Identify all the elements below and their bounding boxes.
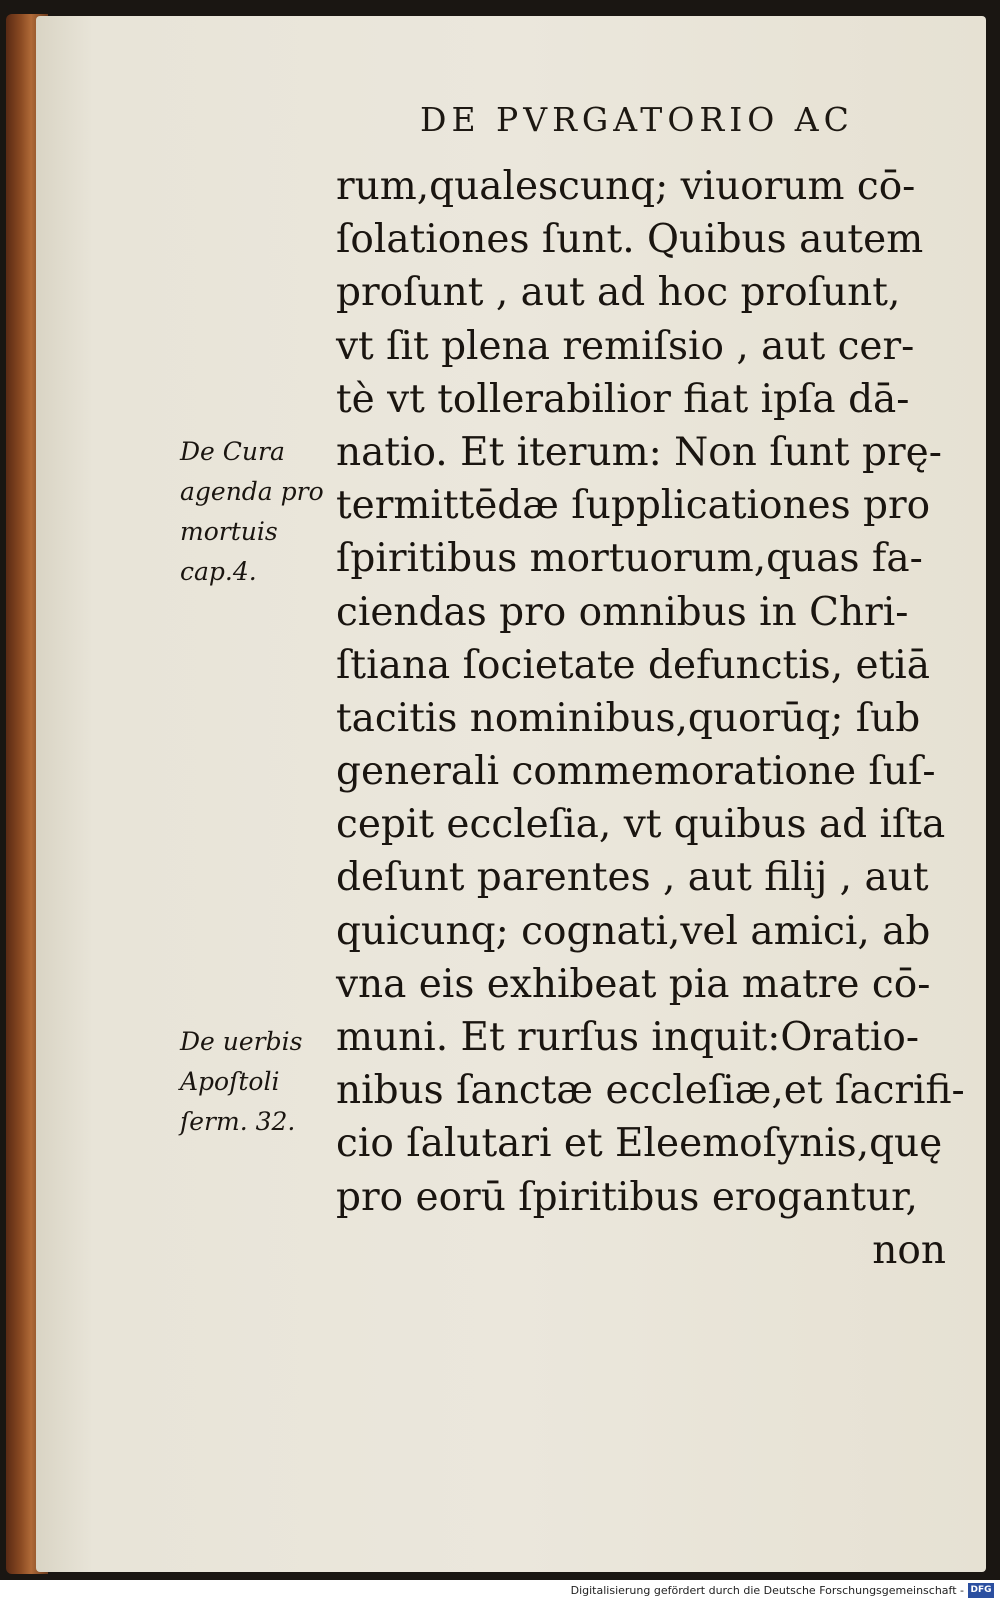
text-line: ciendas pro omnibus in Chri-	[336, 589, 909, 635]
text-line: rum,qualescunq; viuorum cō-	[336, 164, 916, 209]
margin-note-line: Apoſtoli	[180, 1067, 280, 1096]
dfg-logo: DFG	[968, 1583, 994, 1598]
margin-note-line: agenda pro	[180, 477, 324, 506]
text-line: ſpiritibus mortuorum,quas fa-	[336, 536, 923, 582]
margin-note-line: cap.4.	[180, 557, 257, 586]
text-line: tacitis nominibus,quorūq; ſub	[336, 695, 921, 741]
text-line: proſunt , aut ad hoc proſunt,	[336, 270, 901, 316]
margin-note-line: De uerbis	[180, 1027, 303, 1056]
text-line: natio. Et iterum: Non ſunt prę-	[336, 429, 942, 475]
running-head: DE PVRGATORIO AC	[420, 100, 854, 139]
margin-note-line: ſerm. 32.	[180, 1107, 296, 1136]
text-line: pro eorū ſpiritibus erogantur,	[336, 1174, 918, 1220]
text-line: quicunq; cognati,vel amici, ab	[336, 908, 931, 954]
text-line: muni. Et rurſus inquit:Oratio-	[336, 1015, 920, 1060]
text-line: termittēdæ ſupplicationes pro	[336, 483, 931, 529]
margin-note-de-cura	[180, 432, 335, 592]
text-line: tè vt tollerabilior fiat ipſa dā-	[336, 376, 910, 422]
text-line: vna eis exhibeat pia matre cō-	[336, 961, 931, 1007]
text-line: deſunt parentes , aut filij , aut	[336, 855, 929, 901]
footer-credit: Digitalisierung gefördert durch die Deutsche Forschungsgemeinschaft -	[570, 1584, 964, 1597]
text-line: cio ſalutari et Eleemoſynis,quę	[336, 1121, 943, 1167]
margin-note-line: mortuis	[180, 517, 278, 546]
text-line: vt ſit plena remiſsio , aut cer-	[336, 323, 915, 369]
text-line: generali commemoratione ſuſ-	[336, 749, 936, 795]
margin-note-line: De Cura	[180, 437, 285, 466]
catchword: non	[872, 1227, 946, 1273]
text-line: ſolationes ſunt. Quibus autem	[336, 217, 924, 263]
main-text	[336, 160, 965, 1277]
text-line: nibus ſanctæ eccleſiæ,et ſacrifi-	[336, 1068, 965, 1114]
text-line: cepit eccleſia, vt quibus ad iſta	[336, 802, 946, 848]
footer	[0, 1580, 1000, 1603]
text-line: ſtiana ſocietate defunctis, etiā	[336, 642, 930, 688]
margin-note-de-uerbis	[180, 1022, 335, 1142]
